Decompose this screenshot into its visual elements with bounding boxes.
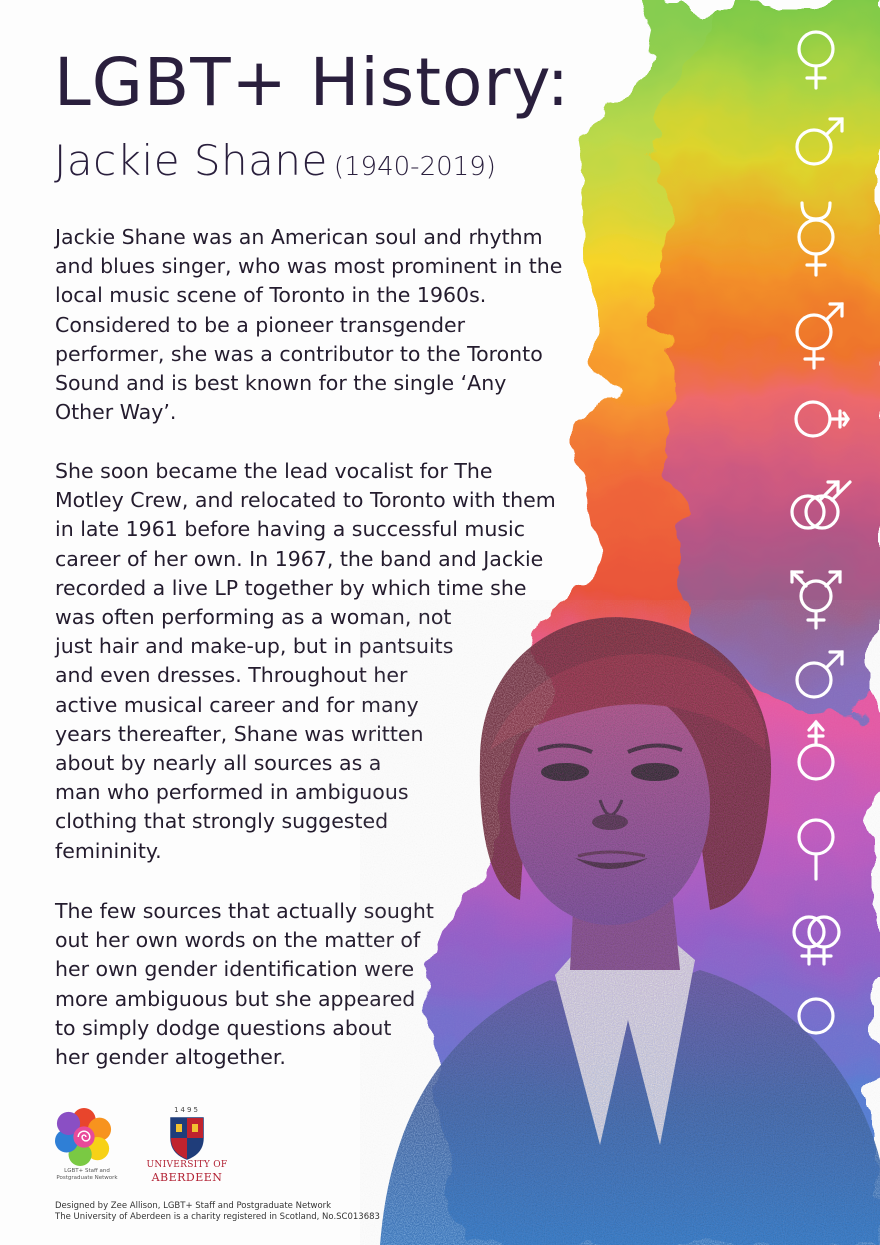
university-crest bbox=[165, 1108, 209, 1160]
network-caption bbox=[52, 1168, 122, 1182]
paragraph-line: just hair and make-up, but in pantsuits bbox=[55, 634, 454, 659]
paragraph-line: about by nearly all sources as a bbox=[55, 751, 382, 776]
paragraph-line: was often performing as a woman, not bbox=[55, 605, 452, 630]
male-icon bbox=[797, 119, 842, 164]
paragraph-line: Sound and is best known for the single ‘Any bbox=[55, 371, 507, 396]
lgbt-network-logo bbox=[55, 1108, 113, 1166]
female-icon bbox=[799, 32, 833, 88]
university-name-line1: UNIVERSITY OF bbox=[146, 1160, 228, 1170]
page-title: LGBT+ History: bbox=[54, 44, 571, 121]
paragraph-line: her own gender identification were bbox=[55, 957, 415, 982]
paragraph-line: to simply dodge questions about bbox=[55, 1015, 392, 1040]
paragraph-line: local music scene of Toronto in the 1960s. bbox=[55, 283, 487, 308]
charity-notice: The University of Aberdeen is a charity registered in Scotland, No.SC013683 bbox=[55, 1212, 380, 1222]
paragraph-line: man who performed in ambiguous bbox=[55, 780, 409, 805]
paragraph-line: clothing that strongly suggested bbox=[55, 809, 389, 834]
agender-moon-icon bbox=[799, 203, 833, 275]
transgender-icon bbox=[792, 572, 840, 628]
university-year: 1495 bbox=[174, 1106, 200, 1114]
paragraph-line: career of her own. In 1967, the band and Jackie bbox=[55, 546, 544, 571]
designer-credit: Designed by Zee Allison, LGBT+ Staff and Postgraduate Network bbox=[55, 1201, 332, 1211]
paragraph-line: Jackie Shane was an American soul and rhythm bbox=[55, 225, 543, 249]
subject-name: Jackie Shane bbox=[54, 136, 328, 185]
page-subtitle bbox=[54, 136, 496, 185]
paragraph-line: She soon became the lead vocalist for The bbox=[55, 459, 493, 483]
neutrois-icon bbox=[796, 402, 848, 436]
university-name-line2: ABERDEEN bbox=[151, 1171, 223, 1184]
circle-icon bbox=[799, 999, 833, 1033]
paragraph-line: femininity. bbox=[55, 838, 162, 863]
paragraph-line: years thereafter, Shane was written bbox=[55, 721, 424, 746]
paragraph-line: more ambiguous but she appeared bbox=[55, 986, 416, 1011]
paragraph-line: in late 1961 before having a successful music bbox=[55, 517, 526, 542]
network-caption-line2: Postgraduate Network bbox=[56, 1175, 118, 1181]
female-pair-icon bbox=[794, 917, 839, 964]
gender-symbols-column bbox=[786, 22, 856, 1052]
intersex-icon bbox=[799, 722, 833, 779]
network-caption-line1: LGBT+ Staff and bbox=[64, 1168, 110, 1174]
paragraph-line: active musical career and for many bbox=[55, 692, 419, 717]
paragraph-line: her gender altogether. bbox=[55, 1045, 286, 1070]
androgyne-icon bbox=[797, 304, 842, 368]
paragraph-line: The few sources that actually sought bbox=[55, 899, 434, 923]
intro-paragraph bbox=[55, 223, 562, 427]
male-pair-icon bbox=[792, 482, 850, 528]
paragraph-line: Motley Crew, and relocated to Toronto with them bbox=[55, 488, 556, 513]
paragraph-line: and even dresses. Throughout her bbox=[55, 663, 408, 688]
paragraph-line: Considered to be a pioneer transgender bbox=[55, 312, 466, 337]
female-alt-icon bbox=[799, 820, 833, 879]
male-icon bbox=[797, 652, 842, 697]
subject-years: (1940-2019) bbox=[333, 152, 496, 182]
paragraph-line: recorded a live LP together by which time she bbox=[55, 575, 527, 600]
paragraph-line: performer, she was a contributor to the Toronto bbox=[55, 341, 543, 366]
paragraph-line: Other Way’. bbox=[55, 400, 177, 425]
paragraph-line: out her own words on the matter of bbox=[55, 928, 421, 953]
paragraph-line: and blues singer, who was most prominent in the bbox=[55, 254, 563, 279]
